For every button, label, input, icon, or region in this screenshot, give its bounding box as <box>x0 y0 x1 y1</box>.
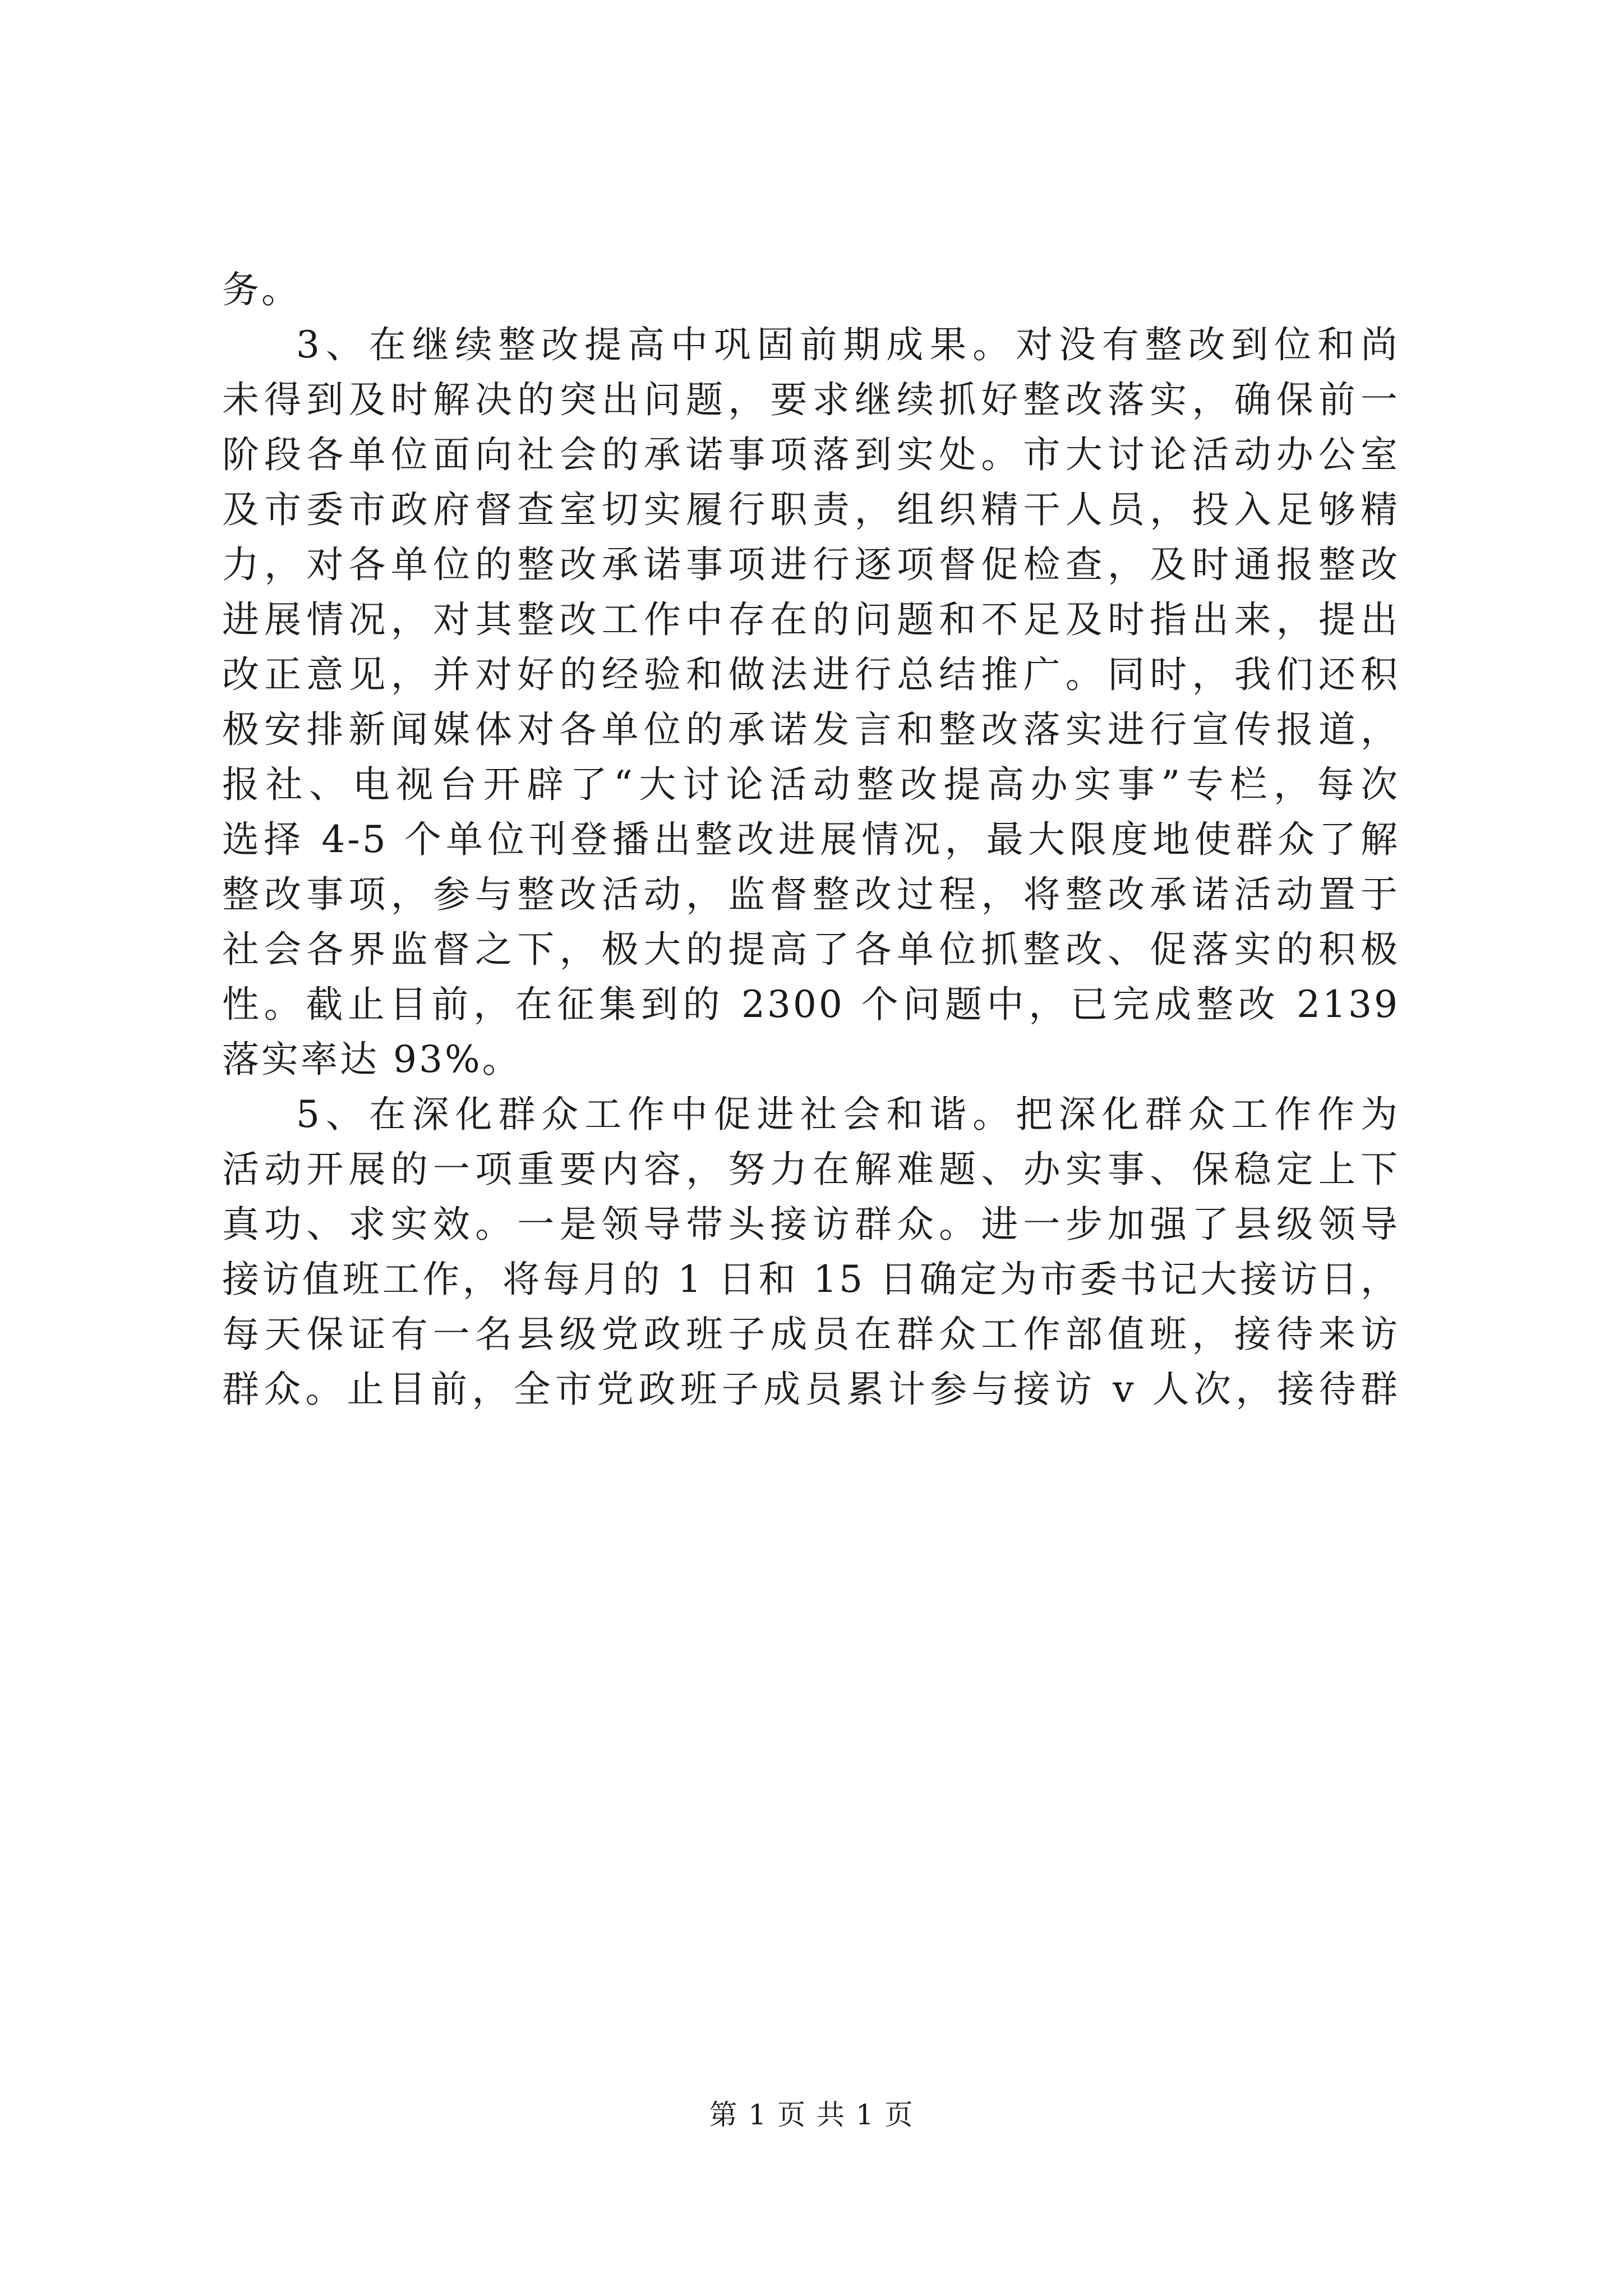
text-line: 报社、电视台开辟了“大讨论活动整改提高办实事”专栏，每次 <box>222 763 1400 806</box>
text-line: 性。截止目前，在征集到的 2300 个问题中，已完成整改 2139 <box>222 983 1400 1026</box>
text-line: 每天保证有一名县级党政班子成员在群众工作部值班，接待来访 <box>222 1313 1400 1356</box>
text-line: 3、在继续整改提高中巩固前期成果。对没有整改到位和尚 <box>296 323 1400 366</box>
text-line: 改正意见，并对好的经验和做法进行总结推广。同时，我们还积 <box>222 653 1400 696</box>
text-line: 落实率达 93%。 <box>222 1038 522 1081</box>
text-line: 5、在深化群众工作中促进社会和谐。把深化群众工作作为 <box>296 1093 1400 1136</box>
text-line: 群众。止目前，全市党政班子成员累计参与接访 v 人次，接待群 <box>222 1368 1400 1411</box>
text-line: 务。 <box>222 268 301 311</box>
text-line: 真功、求实效。一是领导带头接访群众。进一步加强了县级领导 <box>222 1203 1400 1246</box>
text-line: 力，对各单位的整改承诺事项进行逐项督促检查，及时通报整改 <box>222 543 1400 586</box>
text-line: 未得到及时解决的突出问题，要求继续抓好整改落实，确保前一 <box>222 378 1400 421</box>
text-line: 进展情况，对其整改工作中存在的问题和不足及时指出来，提出 <box>222 598 1400 641</box>
text-line: 整改事项，参与整改活动，监督整改过程，将整改承诺活动置于 <box>222 873 1400 916</box>
text-line: 接访值班工作，将每月的 1 日和 15 日确定为市委书记大接访日， <box>222 1258 1400 1301</box>
text-line: 社会各界监督之下，极大的提高了各单位抓整改、促落实的积极 <box>222 928 1400 971</box>
text-line: 极安排新闻媒体对各单位的承诺发言和整改落实进行宣传报道， <box>222 708 1400 751</box>
text-line: 活动开展的一项重要内容，努力在解难题、办实事、保稳定上下 <box>222 1148 1400 1191</box>
text-line: 及市委市政府督查室切实履行职责，组织精干人员，投入足够精 <box>222 488 1400 531</box>
text-line: 选择 4-5 个单位刊登播出整改进展情况，最大限度地使群众了解 <box>222 818 1400 861</box>
document-body <box>222 263 1400 1417</box>
text-line: 阶段各单位面向社会的承诺事项落到实处。市大讨论活动办公室 <box>222 433 1400 476</box>
page-footer: 第 1 页 共 1 页 <box>709 2099 914 2131</box>
